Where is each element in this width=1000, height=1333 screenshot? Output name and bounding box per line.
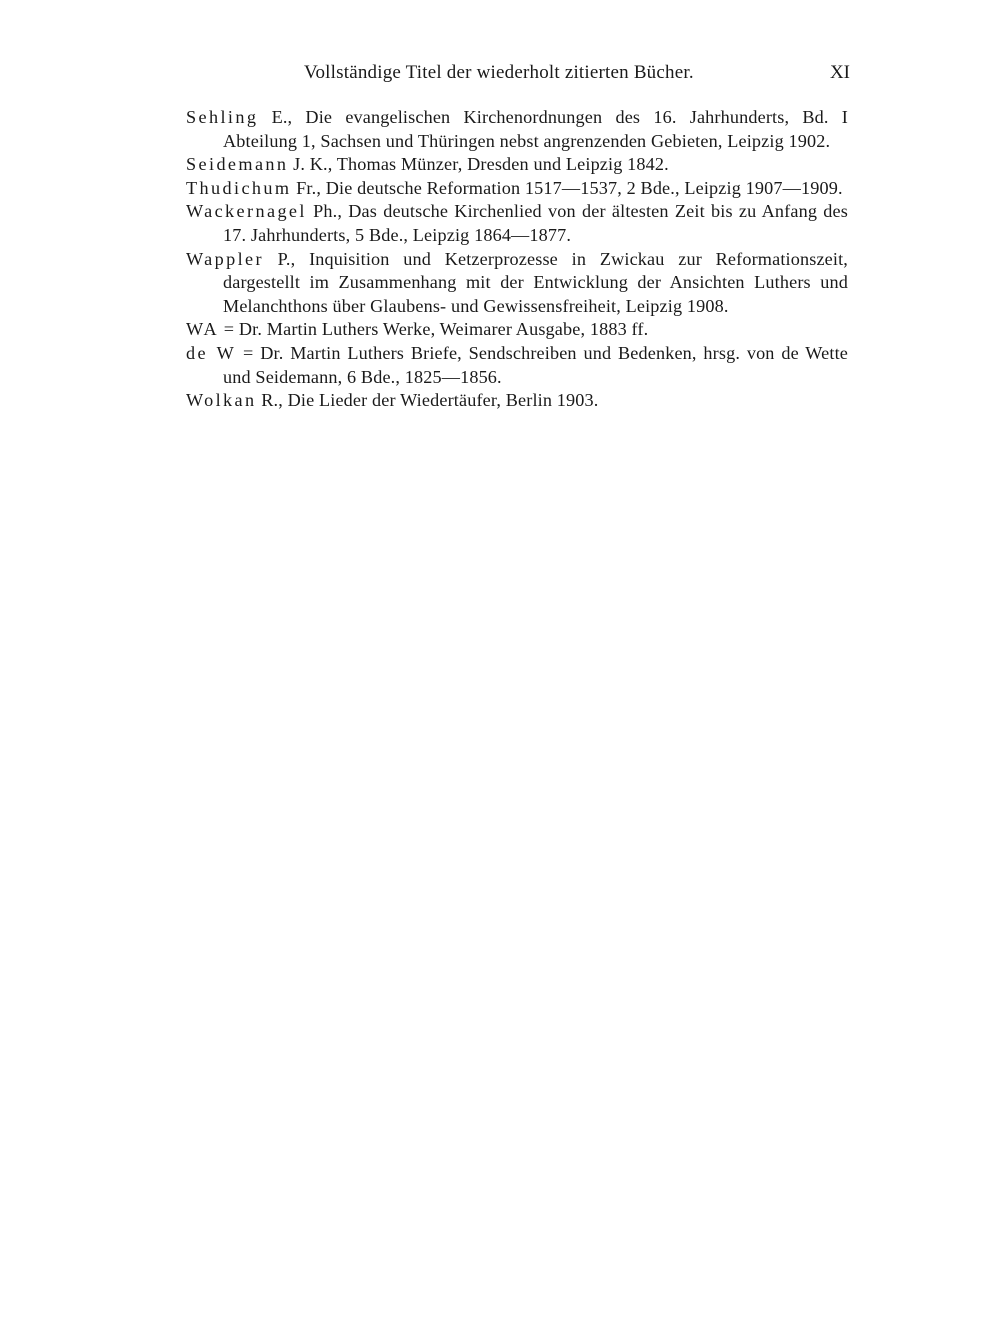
entry-text: J. K., Thomas Münzer, Dresden und Leipzig 1842.	[288, 154, 669, 175]
bibliography-entry	[186, 200, 848, 247]
page-header	[186, 62, 850, 90]
entry-author: Wolkan	[186, 390, 257, 411]
entry-text: E., Die evangelischen Kirchenordnungen des 16. Jahrhunderts, Bd. I Abteilung 1, Sachsen und Thüringen nebst angrenzenden Gebieten, Leipzig 1902.	[223, 107, 848, 151]
bibliography-entry	[186, 177, 848, 201]
entry-author: WA	[186, 319, 220, 340]
entry-text: = Dr. Martin Luthers Werke, Weimarer Ausgabe, 1883 ff.	[219, 319, 649, 340]
bibliography-entry	[186, 318, 848, 342]
entry-text: = Dr. Martin Luthers Briefe, Sendschreiben und Bedenken, hrsg. von de Wette und Seidemann, 6 Bde., 1825—1856.	[223, 342, 848, 387]
entry-text: R., Die Lieder der Wiedertäufer, Berlin 1903.	[256, 390, 599, 411]
bibliography-entry	[186, 248, 848, 319]
entry-text: Ph., Das deutsche Kirchenlied von der ältesten Zeit bis zu Anfang des 17. Jahrhunderts, 5 Bde., Leipzig 1864—1877.	[223, 201, 848, 245]
entry-text: P., Inquisition und Ketzerprozesse in Zwickau zur Reformationszeit, dargestellt im Zusammenhang mit der Entwicklung der Ansichten Luthers und Melanchthons über Glaubens- und Gewissensfreiheit, Leipzig 1908.	[223, 248, 848, 316]
bibliography-entry	[186, 106, 848, 153]
bibliography-entry	[186, 153, 848, 177]
entry-author: de W	[186, 342, 237, 363]
bibliography-list	[186, 106, 848, 413]
entry-author: Sehling	[186, 107, 259, 127]
entry-text: Fr., Die deutsche Reformation 1517—1537, 2 Bde., Leipzig 1907—1909.	[291, 177, 843, 198]
entry-author: Wackernagel	[186, 201, 307, 222]
page-number: XI	[829, 62, 850, 83]
entry-author: Wappler	[186, 248, 264, 269]
bibliography-entry	[186, 389, 848, 413]
entry-author: Seidemann	[186, 154, 289, 175]
bibliography-entry	[186, 342, 848, 389]
running-title: Vollständige Titel der wiederholt zitierten Bücher.	[304, 62, 694, 83]
entry-author: Thudichum	[186, 177, 292, 198]
